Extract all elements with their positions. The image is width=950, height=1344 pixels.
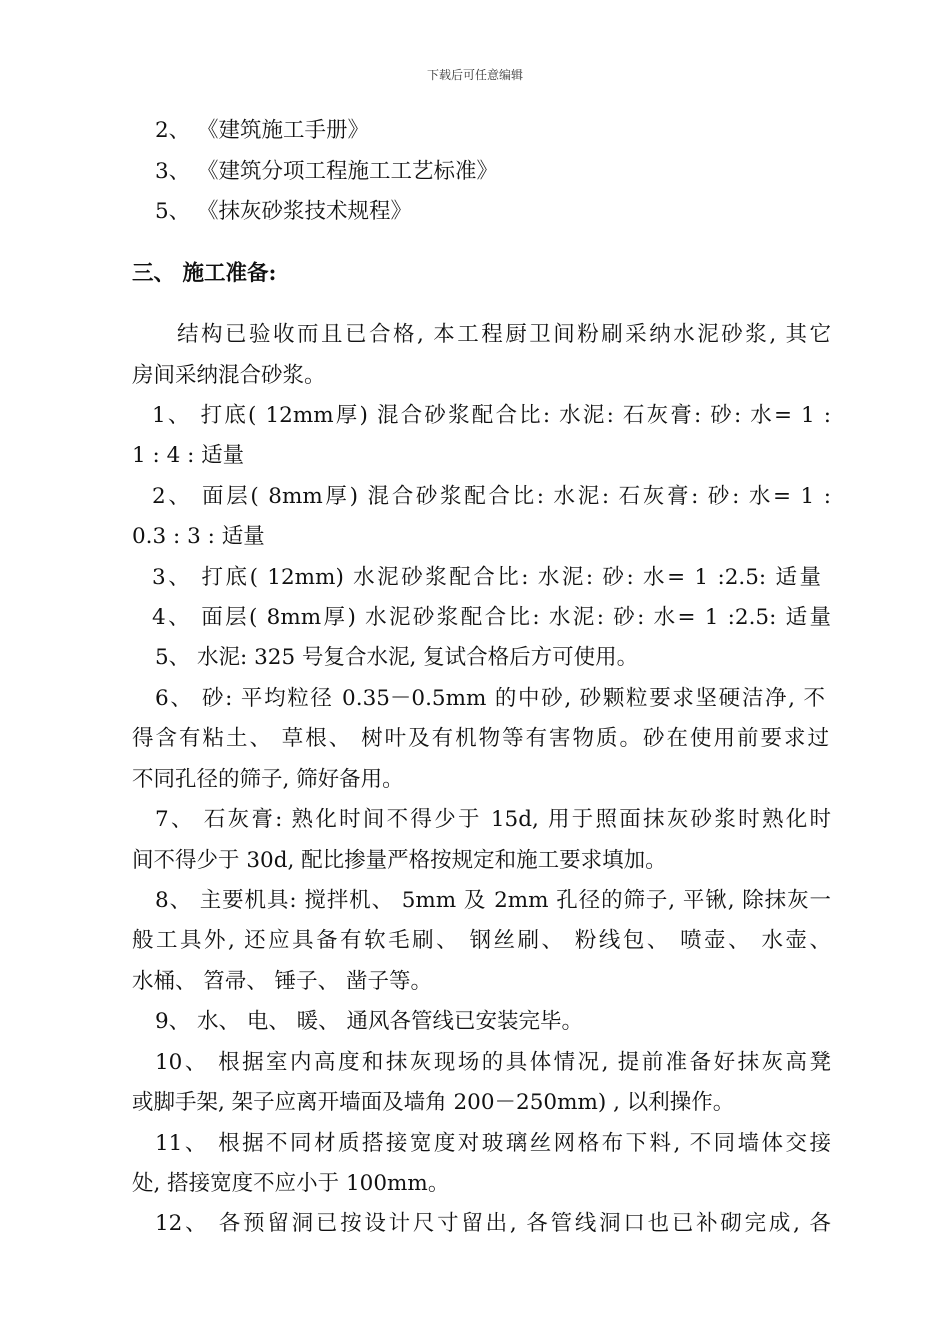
list-item: 10、 根据室内高度和抹灰现场的具体情况, 提前准备好抹灰高凳 bbox=[155, 1050, 831, 1075]
page-header: 下载后可任意编辑 bbox=[426, 68, 523, 82]
list-item: 6、 砂: 平均粒径 0.35－0.5mm 的中砂, 砂颗粒要求坚硬洁净, 不 bbox=[155, 686, 825, 711]
paragraph-line: 结构已验收而且已合格, 本工程厨卫间粉刷采纳水泥砂浆, 其它 bbox=[177, 322, 831, 347]
list-item: 处, 搭接宽度不应小于 100mm。 bbox=[132, 1171, 450, 1196]
list-item: 间不得少于 30d, 配比掺量严格按规定和施工要求填加。 bbox=[132, 848, 667, 873]
list-item: 5、 水泥: 325 号复合水泥, 复试合格后方可使用。 bbox=[155, 645, 639, 670]
reference-item: 3、 《建筑分项工程施工工艺标准》 bbox=[155, 159, 499, 184]
list-item: 7、 石灰膏: 熟化时间不得少于 15d, 用于照面抹灰砂浆时熟化时 bbox=[155, 807, 831, 832]
list-item: 不同孔径的筛子, 筛好备用。 bbox=[132, 767, 404, 792]
list-item: 得含有粘土、 草根、 树叶及有机物等有害物质。砂在使用前要求过 bbox=[132, 726, 829, 751]
list-item: 8、 主要机具: 搅拌机、 5mm 及 2mm 孔径的筛子, 平锹, 除抹灰一 bbox=[155, 888, 831, 913]
list-item: 2、 面层( 8mm厚) 混合砂浆配合比: 水泥: 石灰膏: 砂: 水= 1 : bbox=[152, 484, 831, 509]
reference-item: 2、 《建筑施工手册》 bbox=[155, 118, 370, 143]
list-item: 或脚手架, 架子应离开墙面及墙角 200－250mm) , 以利操作。 bbox=[132, 1090, 735, 1115]
paragraph-line: 房间采纳混合砂浆。 bbox=[132, 363, 326, 388]
list-item: 3、 打底( 12mm) 水泥砂浆配合比: 水泥: 砂: 水= 1 :2.5: 适量 bbox=[152, 565, 821, 590]
list-item: 12、 各预留洞已按设计尺寸留出, 各管线洞口也已补砌完成, 各 bbox=[155, 1211, 831, 1236]
list-item: 9、 水、 电、 暖、 通风各管线已安装完毕。 bbox=[155, 1009, 584, 1034]
list-item: 4、 面层( 8mm厚) 水泥砂浆配合比: 水泥: 砂: 水= 1 :2.5: 适量 bbox=[152, 605, 831, 630]
list-item: 1、 打底( 12mm厚) 混合砂浆配合比: 水泥: 石灰膏: 砂: 水= 1 : bbox=[152, 403, 831, 428]
list-item: 1 : 4 : 适量 bbox=[132, 443, 245, 468]
reference-item: 5、 《抹灰砂浆技术规程》 bbox=[155, 199, 413, 224]
list-item: 水桶、 笤帚、 锤子、 凿子等。 bbox=[132, 969, 433, 994]
list-item: 般工具外, 还应具备有软毛刷、 钢丝刷、 粉线包、 喷壶、 水壶、 bbox=[132, 928, 831, 953]
list-item: 0.3 : 3 : 适量 bbox=[132, 524, 265, 549]
list-item: 11、 根据不同材质搭接宽度对玻璃丝网格布下料, 不同墙体交接 bbox=[155, 1131, 831, 1156]
section-title: 三、 施工准备: bbox=[132, 261, 277, 286]
